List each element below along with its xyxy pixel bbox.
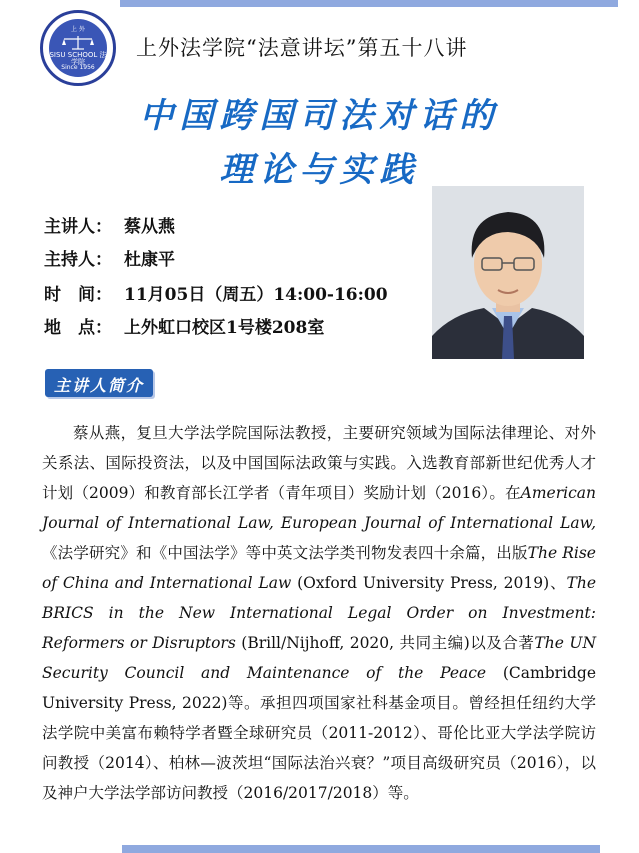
bio-paragraph bbox=[42, 418, 596, 808]
bio-text-4: (Brill/Nijhoff, 2020, 共同主编)以及合著 bbox=[235, 634, 535, 652]
logo-school-name: SISU SCHOOL 法学院 bbox=[49, 51, 107, 66]
speaker-photo bbox=[432, 186, 584, 359]
bio-text-1: 蔡从燕，复旦大学法学院国际法教授，主要研究领域为国际法律理论、对外关系法、国际投资法，以及中国国际法政策与实践。入选教育部新世纪优秀人才计划（2009）和教育部长江学者（青年项目）奖励计划（2016）。在 bbox=[42, 424, 596, 502]
bio-text-5: (Cambridge University Press, 2022)等。承担四项国家社科基金项目。曾经担任纽约大学法学院中美富布赖特学者暨全球研究员（2011-2012）、哥伦比亚大学法学院访问教授（2014）、柏林—波茨坦“国际法治兴衰？”项目高级研究员（2016），以及神户大学法学部访问教授（2016/2017/2018）等。 bbox=[42, 664, 596, 802]
place-label: 地 点： bbox=[44, 318, 112, 338]
host-label: 主持人： bbox=[44, 250, 112, 270]
school-logo bbox=[40, 10, 116, 86]
speaker-name: 蔡从燕 bbox=[124, 217, 175, 237]
bio-book-2: The BRICS in the New International Legal Order on Investment: Reformers or Disruptors bbox=[42, 574, 596, 652]
time-row bbox=[44, 280, 388, 305]
logo-since-text: Since 1956 bbox=[61, 64, 95, 71]
host-row bbox=[44, 245, 175, 270]
speaker-row bbox=[44, 212, 175, 237]
bio-book-1: The Rise of China and International Law bbox=[42, 544, 596, 592]
host-name: 杜康平 bbox=[124, 250, 175, 270]
bio-text-3: (Oxford University Press, 2019)、 bbox=[291, 574, 567, 592]
place-row bbox=[44, 313, 324, 338]
speaker-label: 主讲人： bbox=[44, 217, 112, 237]
lecture-title-line-1: 中国跨国司法对话的 bbox=[139, 96, 500, 136]
speaker-portrait-image bbox=[432, 186, 584, 359]
event-time: 11月05日（周五）14:00-16:00 bbox=[124, 285, 388, 305]
scales-of-justice-icon bbox=[61, 36, 95, 50]
logo-emblem bbox=[49, 19, 107, 77]
section-heading-text: 主讲人简介 bbox=[53, 376, 144, 395]
logo-top-text: 上 外 bbox=[71, 26, 85, 33]
bio-book-3: The UN Security Council and Maintenance of the Peace bbox=[42, 634, 597, 682]
time-label: 时 间： bbox=[44, 285, 112, 305]
bottom-decorative-bar bbox=[122, 845, 600, 853]
bio-journals: American Journal of International Law, European Journal of International Law, bbox=[42, 484, 596, 532]
lecture-title-line-2: 理论与实践 bbox=[219, 150, 420, 190]
top-decorative-bar bbox=[120, 0, 618, 7]
speaker-biography bbox=[42, 418, 596, 808]
speaker-bio-heading bbox=[45, 369, 153, 397]
lecture-series-title: 上外法学院“法意讲坛”第五十八讲 bbox=[136, 36, 468, 60]
event-place: 上外虹口校区1号楼208室 bbox=[124, 318, 325, 338]
bio-text-2: 《法学研究》和《中国法学》等中英文法学类刊物发表四十余篇，出版 bbox=[42, 544, 528, 562]
